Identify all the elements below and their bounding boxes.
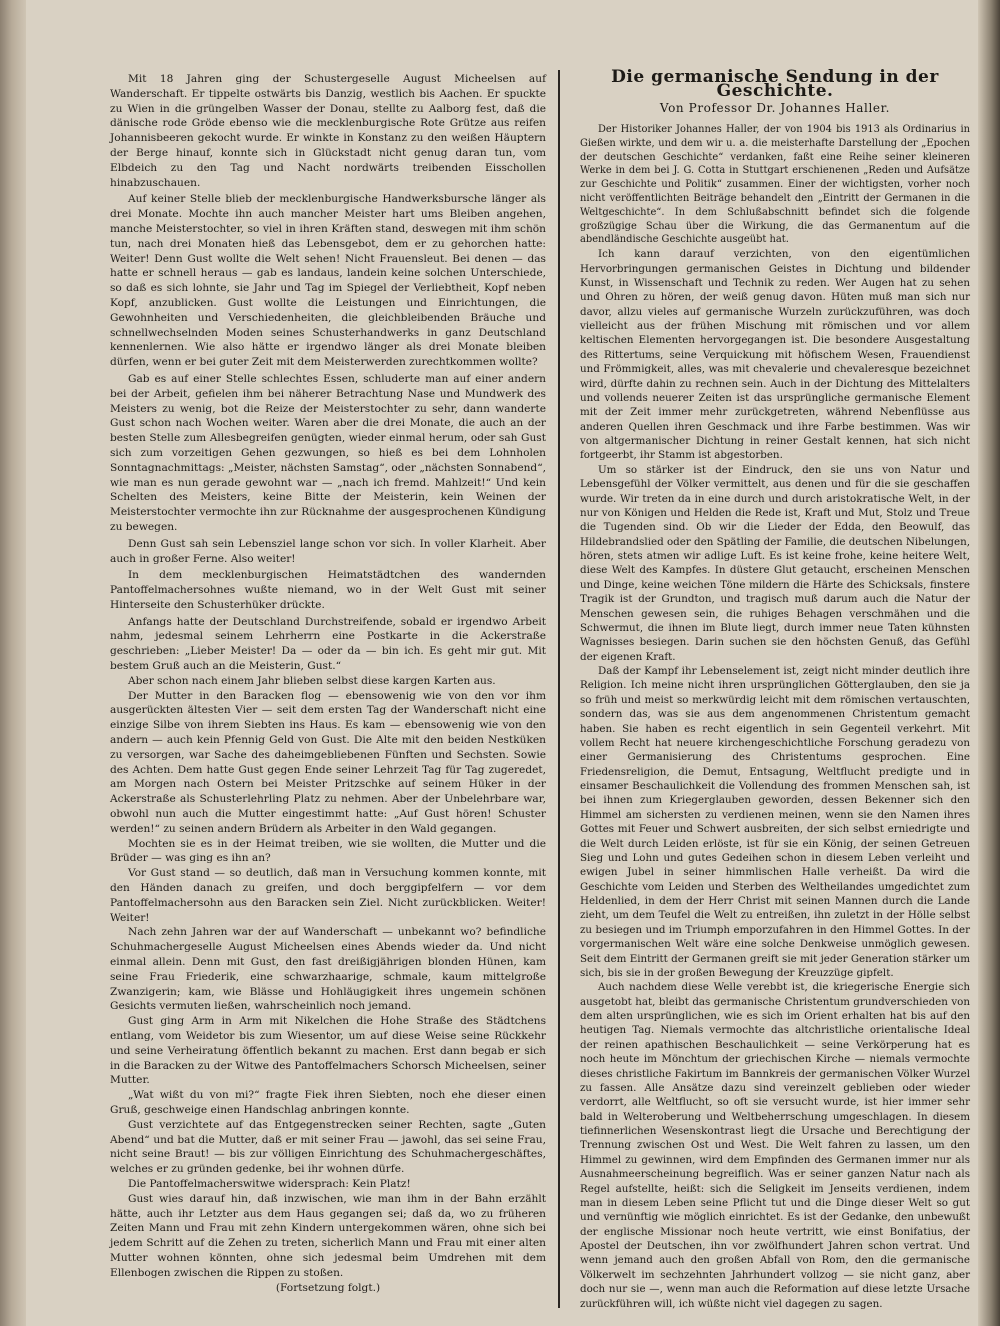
article-paragraph: Um so stärker ist der Eindruck, den sie uns von Natur und Lebensgefühl der Völker vermittelt, aus denen und für die sie geschaffen wurde. Wir treten da in eine durch und durch aristokratische Welt, in der nur von Königen und Helden die Rede ist, Kraft und Mut, Stolz und Treue die Tugenden sind. Ob wir die Lieder der Edda, den Beowulf, das Hildebrandslied oder den Spätling der Familie, die deutschen Nibelungen, hören, stets atmen wir adlige Luft. Es ist keine frohe, keine heitere Welt, diese Welt des Kampfes. In düstere Glut getaucht, erscheinen Menschen und Dinge, keine weichen Töne mildern die Härte des Schicksals, finstere Tragik ist der Grundton, und tragisch muß darum auch die Natur der Menschen gewesen sein, die ruhiges Behagen verschmähen und die Schwermut, die ihnen im Blute liegt, durch immer neue Taten kühnsten Wagnisses besiegen. Darin suchen sie den höchsten Genuß, das Gefühl der eigenen Kraft. [580,463,970,663]
column-divider [558,70,560,1308]
story-paragraph: Denn Gust sah sein Lebensziel lange schon vor sich. In voller Klarheit. Aber auch in großer Ferne. Also weiter! [110,537,546,565]
story-paragraph: Gust wies darauf hin, daß inzwischen, wie man ihm in der Bahn erzählt hätte, auch ihr Letzter aus dem Haus gegangen sei; daß da, wo zu früheren Zeiten Mann und Frau mit zehn Kindern untergekommen wären, ohne sich bei jedem Schritt auf die Zehen zu treten, sicherlich Mann und Frau mit einer alten Mutter wohnen könnten, ohne sich jedesmal beim Umdrehen mit dem Ellenbogen zwischen die Rippen zu stoßen. [110,1192,546,1279]
page-edge [978,0,1000,1326]
story-paragraph: Gust verzichtete auf das Entgegenstrecken seiner Rechten, sagte „Guten Abend“ und bat die Mutter, daß er mit seiner Frau — jawohl, das sei seine Frau, nicht seine Braut! — bis zur völligen Einrichtung des Schuhmachergeschäftes, welches er zu gründen gedenke, bei ihr wohnen dürfe. [110,1118,546,1176]
article-byline: Von Professor Dr. Johannes Haller. [659,100,891,115]
article-title: Die germanische Sendung in der Geschichte. [611,67,939,102]
article-paragraph: Daß der Kampf ihr Lebenselement ist, zeigt nicht minder deutlich ihre Religion. Ich meine nicht ihren ursprünglichen Götterglauben, den sie ja so früh und meist so merkwürdig leicht mit dem römischen vertauschten, sondern das, was sie aus dem angenommenen Christentum gemacht haben. Sie haben es recht eigentlich in sein Gegenteil verkehrt. Mit vollem Recht hat neuere kirchengeschichtliche Forschung geradezu von einer Germanisierung des Christentums gesprochen. Eine Friedensreligion, die Demut, Entsagung, Weltflucht predigte und in einsamer Beschaulichkeit die Vollendung des frommen Menschen sah, ist bei ihnen zum Kriegerglauben geworden, dessen Bekenner sich den Himmel am sichersten zu verdienen meinen, wenn sie den Namen ihres Gottes mit Feuer und Schwert ausbreiten, der sich selbst erniedrigte und die Welt durch Leiden erlöste, ist für sie ein König, der seinen Getreuen Sieg und Lohn und gutes Gedeihen schon in diesem Leben verleiht und ewigen Jubel in seiner himmlischen Halle verheißt. Da wird die Geschichte vom Leiden und Sterben des Weltheilandes umgedichtet zum Heldenlied, in dem der Herr Christ mit seinen Mannen durch die Lande zieht, um dem Teufel die Welt zu entreißen, ihn zuletzt in der Hölle selbst zu besiegen und im Triumph emporzufahren in den Himmel Gottes. In der vorgermanischen Welt wäre eine solche Denkweise unmöglich gewesen. Seit dem Eintritt der Germanen greift sie mit jeder Generation stärker um sich, bis sie in der großen Bewegung der Kreuzzüge gipfelt. [580,665,970,979]
story-paragraph: Der Mutter in den Baracken flog — ebensowenig wie von den vor ihm ausgerückten ältesten Vier — seit dem ersten Tag der Wanderschaft nicht eine einzige Silbe von ihrem Siebten ins Haus. Es kam — ebensowenig wie von den andern — auch kein Pfennig Geld von Gust. Die Alte mit den beiden Nestküken zu versorgen, war Sache des daheimgebliebenen Fünften und Sechsten. Sowie des Achten. Dem hatte Gust gegen Ende seiner Lehrzeit Tag für Tag zugeredet, am Morgen nach Ostern bei Meister Pritzschke auf seinem Hüker in der Ackerstraße als Schusterlehrling Platz zu nehmen. Aber der Unbelehrbare war, obwohl nun auch die Mutter eingestimmt hatte: „Auf Gust hören! Schuster werden!“ zu seinen andern Brüdern als Arbeiter in den Wald gegangen. [110,689,546,835]
serial-story-column [110,72,546,1295]
story-paragraph: Gab es auf einer Stelle schlechtes Essen, schluderte man auf einer andern bei der Arbeit, gefielen ihm bei näherer Betrachtung Nase und Mundwerk des Meisters zu wenig, bot die Reize der Meisterstochter zu sehr, dann wanderte Gust schon nach Wochen weiter. Waren aber die drei Monate, die auch an der besten Stelle zum Allesbegreifen genügten, wieder einmal herum, oder sah Gust sich zum vorzeitigen Gehen gezwungen, so hieß es bei dem Lohnholen Sonntagnachmittags: „Meister, nächsten Samstag“, oder „nächsten Sonnabend“, wie man es nun gerade gewohnt war — „nach ich fremd. Mahlzeit!“ Und kein Schelten des Meisters, keine Bitte der Meisterin, kein Weinen der Meisterstochter vermochte ihn zur Rücknahme der ausgesprochenen Kündigung zu bewegen. [110,372,546,533]
article-column [580,67,970,1311]
article-paragraph: Auch nachdem diese Welle verebbt ist, die kriegerische Energie sich ausgetobt hat, bleibt das germanische Christentum grundverschieden von dem alten ursprünglichen, wie es sich im Orient erhalten hat bis auf den heutigen Tag. Niemals vermochte das altchristliche orientalische Ideal der reinen apathischen Beschaulichkeit — seine Verkörperung hat es noch heute im Mönchtum der griechischen Kirche — niemals vermochte dieses christliche Fakirtum im Bannkreis der germanischen Völker Wurzel zu fassen. Alle Ansätze dazu sind vereinzelt geblieben oder wieder verdorrt, alle Weltflucht, so oft sie versucht wurde, ist hier immer sehr bald in Welteroberung und Weltbeherrschung umgeschlagen. In diesem tiefinnerlichen Wesenskontrast liegt die Ursache und Berechtigung der Trennung zwischen Ost und West. Die Welt fahren zu lassen, um den Himmel zu gewinnen, wird dem Empfinden des Germanen immer nur als Ausnahmeerscheinung begreiflich. Was er seiner ganzen Natur nach als Regel aufstellte, heißt: sich die Seligkeit im Jenseits verdienen, indem man in diesem Leben seine Pflicht tut und die Dinge dieser Welt so gut und vernünftig wie möglich einrichtet. Es ist der Gedanke, den unbewußt der englische Missionar noch heute vertritt, wie einst Bonifatius, der Apostel der Deutschen, ihn vor zwölfhundert Jahren schon vertrat. Und wenn jemand auch den großen Abfall von Rom, den die germanische Völkerwelt im sechzehnten Jahrhundert vollzog — sie nicht ganz, aber doch nur sie —, wenn man auch die Reformation auf diese letzte Ursache zurückführen will, ich wüßte nicht viel dagegen zu sagen. [580,981,970,1310]
continuation-note: (Fortsetzung folgt.) [275,1281,381,1294]
article-intro: Der Historiker Johannes Haller, der von 1904 bis 1913 als Ordinarius in Gießen wirkte, und dem wir u. a. die meisterhafte Darstellung der „Epochen der deutschen Geschichte“ verdanken, faßt eine Reihe seiner kleineren Werke in dem bei J. G. Cotta in Stuttgart erschienenen „Reden und Aufsätze zur Geschichte und Politik“ zusammen. Einer der wichtigsten, vorher noch nicht veröffentlichten Beiträge behandelt den „Eintritt der Germanen in die Weltgeschichte“. In dem Schlußabschnitt befindet sich die folgende großzügige Schau über die Wirkung, die das Germanentum auf die abendländische Geschichte ausgeübt hat. [580,124,970,246]
story-paragraph: Aber schon nach einem Jahr blieben selbst diese kargen Karten aus. [128,674,496,687]
story-paragraph: „Wat wißt du von mi?“ fragte Fiek ihren Siebten, noch ehe dieser einen Gruß, geschweige einen Handschlag anbringen konnte. [110,1089,546,1116]
story-paragraph: Gust ging Arm in Arm mit Nikelchen die Hohe Straße des Städtchens entlang, vom Weidetor bis zum Wiesentor, um auf diese Weise seine Rückkehr und seine Verheiratung öffentlich bekannt zu machen. Erst dann begab er sich in die Baracken zu der Witwe des Pantoffelmachers Schorsch Micheelsen, seiner Mutter. [110,1015,546,1087]
story-paragraph: Die Pantoffelmacherswitwe widersprach: Kein Platz! [128,1177,411,1190]
book-binding [0,0,26,1326]
story-paragraph: In dem mecklenburgischen Heimatstädtchen des wandernden Pantoffelmachersohnes wußte niemand, wo in der Welt Gust mit seiner Hinterseite den Schusterhüker drückte. [110,569,546,611]
story-paragraph: Anfangs hatte der Deutschland Durchstreifende, sobald er irgendwo Arbeit nahm, jedesmal seinem Lehrherrn eine Postkarte in die Ackerstraße geschrieben: „Lieber Meister! Da — oder da — bin ich. Es geht mir gut. Mit bestem Gruß auch an die Meisterin, Gust.“ [110,615,546,673]
story-paragraph: Auf keiner Stelle blieb der mecklenburgische Handwerksbursche länger als drei Monate. Mochte ihn auch mancher Meister hart ums Bleiben angehen, manche Meisterstochter, so viel in ihren Kräften stand, deswegen mit ihm schön tun, nach drei Monaten hieß das Lebensgebot, dem er zu gehorchen hatte: Weiter! Denn Gust wollte die Welt sehen! Nicht Frauensleut. Bei denen — das hatte er schnell heraus — gab es landaus, landein keine solchen Unterschiede, so daß es sich lohnte, sie Jahr und Tag im Spiegel der Verliebtheit, Kopf neben Kopf, anzublicken. Gust wollte die Leistungen und Einrichtungen, die Gewohnheiten und Verschiedenheiten, die gleichbleibenden Bräuche und schnellwechselnden Moden seines Schusterhandwerks in ganz Deutschland kennenlernen. Wie also hätte er irgendwo länger als drei Monate bleiben dürfen, wenn er bei guter Zeit mit dem Meisterwerden zurechtkommen wollte? [110,193,546,369]
story-paragraph: Nach zehn Jahren war der auf Wanderschaft — unbekannt wo? befindliche Schuhmachergeselle August Micheelsen eines Abends wieder da. Und nicht einmal allein. Denn mit Gust, den fast dreißigjährigen blonden Hünen, kam seine Frau Friederik, eine schwarzhaarige, schmale, kaum mittelgroße Zwanzigerin; kam, wie Blässe und Hohläugigkeit ihres ungemein schönen Gesichts vermuten ließen, wahrscheinlich noch jemand. [110,926,546,1013]
story-paragraph: Vor Gust stand — so deutlich, daß man in Versuchung kommen konnte, mit den Händen danach zu greifen, und doch berggipfelfern — vor dem Pantoffelmachersohn aus den Baracken sein Ziel. Nicht zurückblicken. Weiter! Weiter! [110,867,546,924]
story-paragraph: Mochten sie es in der Heimat treiben, wie sie wollten, die Mutter und die Brüder — was ging es ihn an? [110,837,546,865]
story-paragraph: Mit 18 Jahren ging der Schustergeselle August Micheelsen auf Wanderschaft. Er tippelte ostwärts bis Danzig, westlich bis Aachen. Er spuckte zu Wien in die grüngelben Wasser der Donau, stellte zu Aalborg fest, daß die dänische rode Gröde ebenso wie die mecklenburgische Rote Grütze aus reifen Johannisbeeren gekocht wurde. Er winkte in Konstanz zu den weißen Häuptern der Berge hinauf, konnte sich in Glückstadt nicht genug daran tun, vom Elbdeich zu den Tag und Nacht nordwärts treibenden Eisschollen hinabzuschauen. [110,73,546,189]
article-paragraph: Ich kann darauf verzichten, von den eigentümlichen Hervorbringungen germanischen Geistes in Dichtung und bildender Kunst, in Wissenschaft und Technik zu reden. Wer Augen hat zu sehen und Ohren zu hören, der weiß genug davon. Hüten muß man sich nur davor, allzu vieles auf germanische Wurzeln zurückzuführen, was doch vielleicht aus der frühen Mischung mit römischen und vor allem keltischen Elementen hervorgegangen ist. Die besondere Ausgestaltung des Rittertums, seine Verquickung mit höfischem Wesen, Frauendienst und Frömmigkeit, alles, was mit chevalerie und chevaleresque bezeichnet wird, dürfte dahin zu rechnen sein. Auch in der Dichtung des Mittelalters und vollends neuerer Zeiten ist das ursprüngliche germanische Element mit der Zeit immer mehr zurückgetreten, während Nebenflüsse aus anderen Quellen ihren Geschmack und ihre Farbe bestimmen. Was wir von altgermanischer Dichtung in reiner Gestalt kennen, hat sich nicht fortgeerbt, ihr Stamm ist abgestorben. [580,248,970,462]
